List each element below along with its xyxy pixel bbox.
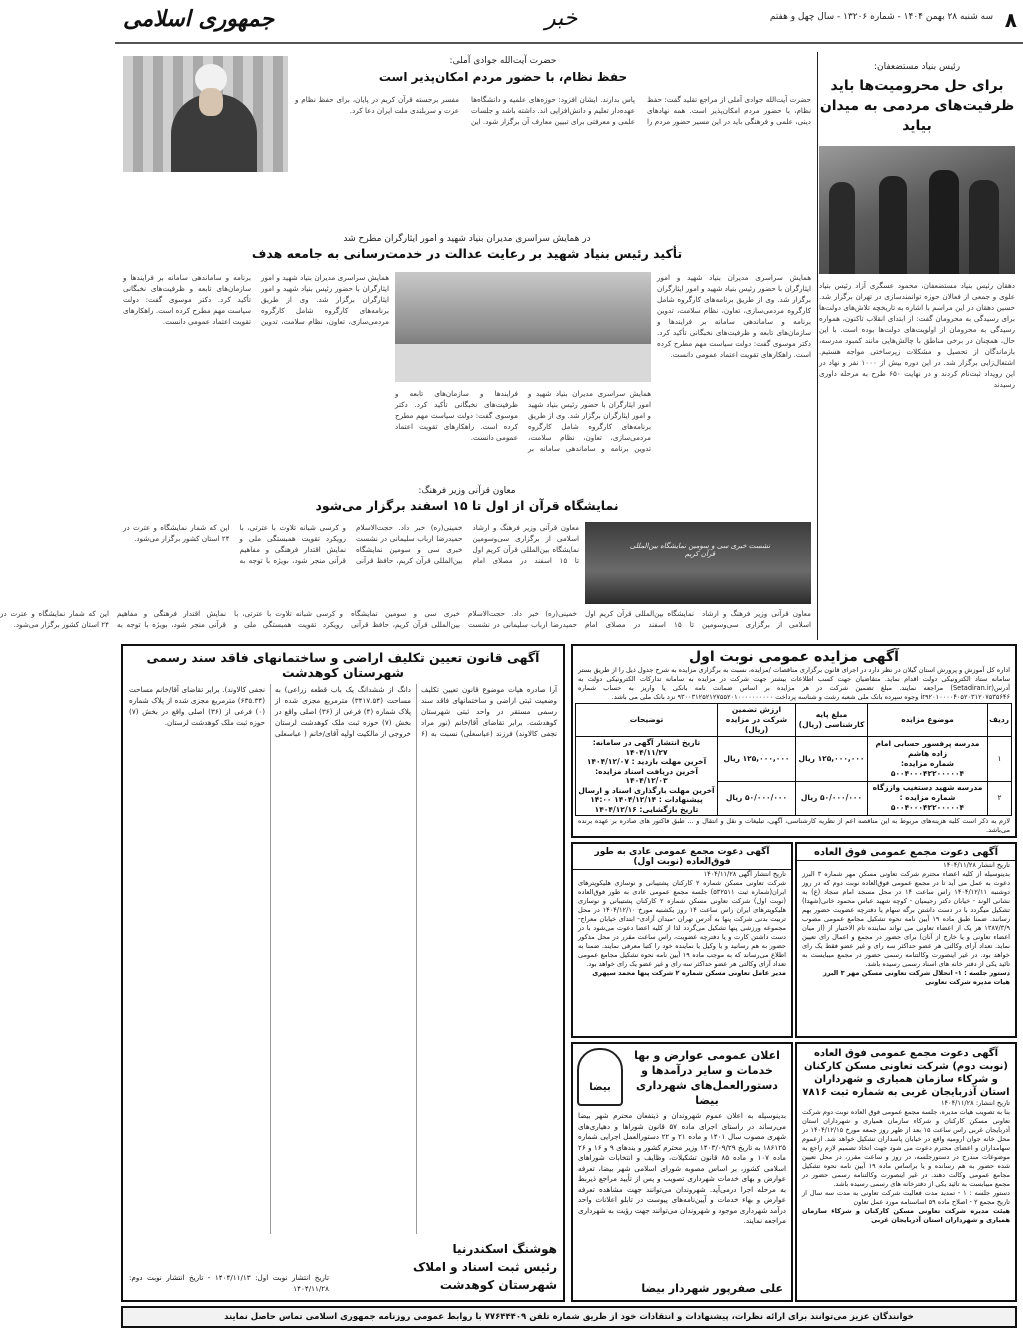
ad-footnote: لازم به ذکر است کلیه هزینه‌های مربوط به این مناقصه اعم از نظریه کارشناسی، آگهی، تبلیغات و نقل و انتقال و ... طبق فاکتور های صادره بر عهده برنده می‌باشد. [578,817,1010,834]
ad-agenda: دستور جلسه : ۱- انحلال شرکت تعاونی مسکن مهر ۳ البرز [822,969,1010,977]
ad-intro: اداره کل آموزش و پرورش استان گیلان در نظر دارد در اجرای قانون برگزاری مناقصات /مزایده، نسبت به برگزاری مزایده به شرح جدول ذیل را از طریق بستر سامانه ستاد الکترونیکی دولت اقدام نماید. متقاضیان جهت کسب اطلاعات بیشتر جهت شرکت در مزایده به سامانه تدارکات الکترونیکی دولت به آدرس(Setadiran.ir) مراجعه نمایند. مبلغ تضمین شرکت در هر مزایده بر اساس ضمانت نامه بانکی یا واریز به حساب شماره ir۹۲۰۱۰۰۰۰۴۰۵۲۰۳۱۲۰۷۵۳۵۶۴۶ وجوه سپرده بانک ملی شعبه رشت و شناسه پرداخت ۹۳۰۰۳۱۲۵۲۱۲۷۵۵۲۰۱۰۰۰۰۰۰۰۰۰۰ نزد بانک ملی می باشد. [578,666,1010,701]
bayza-logo-text: بیضا [589,1082,611,1093]
story-javadi-amoli [123,50,811,230]
table-row [576,737,1012,782]
story-kicker: معاون قرآنی وزیر فرهنگ: [418,486,516,496]
story-body: دهقان رئیس بنیاد مستضعفان، محمود عسگری آزاد رئیس بنیاد علوی و جمعی از فعالان حوزه توانمندسازی در تهران برگزار شد. حسین دهقان در این مراسم با اشاره به تاریخچه تلاش‌های دولت‌ها برای رسیدگی به محرومان گفت: از ابتدای انقلاب تاکنون، همواره رسیدگی به محرومان از اولویت‌های دولت‌ها بوده است. با این حال، همچنان در برخی مناطق با چالش‌هایی مانند کمبود مدرسه، بازماندگان از تحصیل و مشکلات زیرساختی مواجه هستیم. اشتغال‌زایی برگزار شد. در این دوره بیش از ۱۰۰۰ نفر و نهاد در این رویداد ثبت‌نام کردند و در نهایت ۶۵۰ طرح به مرحله داوری رسیدند [819,281,1016,389]
photo-banner: نشست خبری سی و سومین نمایشگاه بین‌المللی قرآن کریم [629,542,771,558]
row-notes [576,737,718,816]
ad-meeting-azarbaijan [795,1042,1017,1302]
ad-meeting-helicopter [571,842,793,1038]
note: پیشنهادات : ۱۴۰۴/۱۲/۱۴ ۱۴:۰۰ [590,795,703,804]
ad-body: بدینوسیله از کلیه اعضاء محترم شرکت تعاونی مسکن مهر شماره ۳ البرز دعوت به عمل می آید تا در مجمع عمومی فوق‌العاده نوبت دوم که در روز دوشنبه ۱۴۰۴/۱۲/۱۱ راس ساعت ۱۴ در محل مسجد امام سجاد (ع) به نشانی الوند - خیابان دکتر رحیمیان - کوچه شهید عباس محمود خانی(شهدا) تشکیل میگردد با در دست داشتن برگه سهام یا دفترچه عضویت حضور بهم رسانند. ضمنا طبق ماده ۱۹ آیین نامه نحوه تشکیل مجامع عمومی مصوب ۱۳۸۷/۳/۹ هر یک از اعضاء تعاونی می تواند نماینده تام الاختیار از (از میان اعضاء تعاونی و یا خارج از آنان) برای حضور در مجمع و اعمال رای تعیین نماید. تعداد آرای وکالتی هر عضو حداکثر سه رای و غیر عضو فقط یک رای خواهد بود. در غیر اینصورت وکالتنامه رسمی حضور در مجمع میبایست به تائید یکی از دفتر خانه های اسناد رسمی رسیده باشد. [802,870,1011,968]
story-body-continued: همایش سراسری مدیران بنیاد شهید و امور ایثارگران با حضور رئیس بنیاد شهید و امور ایثارگران برگزار شد. وی از طریق برنامه‌های کارگروه شامل کارگروه مردمی‌سازی، تعاون، نظام سلامت، تدوین برنامه و ساماندهی سامانه بر فرایندها و سازمان‌های تابعه و ظرفیت‌های نخبگانی تأکید کرد. دکتر موسوی گفت: دولت سیاست مهم مطرح کرده است. راهکارهای تقویت اعتماد عمومی دانست. [657,273,811,359]
signature-title: رئیس ثبت اسناد و املاک [413,1260,557,1274]
ad-meeting-alborz [795,842,1017,1038]
row-deposit: ۱۲۵,۰۰۰,۰۰۰ ریال [718,737,796,782]
row-base: ۵۰/۰۰۰/۰۰۰ ریال [796,781,868,815]
story-bonyad-shahid [123,232,811,482]
story-kicker: رئیس بنیاد مستضعفان: [873,62,961,72]
signature-name: هوشنگ اسکندرنیا [452,1242,557,1256]
section-title: خبر [545,6,578,31]
story-headline[interactable]: تأکید رئیس بنیاد شهید بر رعایت عدالت در خدمت‌رسانی به جامعه هدف [251,246,683,261]
ad-title[interactable]: آگهی دعوت مجمع عمومی فوق العاده (نوبت دوم) شرکت تعاونی مسکن کارکنان و شرکاء سازمان همیاری و شهرداران استان آذربایجان غربی به شماره ثبت ۷۸۱۶ [802,1048,1010,1098]
ad-body: آرا صادره هیات موضوع قانون تعیین تکلیف وضعیت ثبتی اراضی و ساختمانهای فاقد سند رسمی مستقر در واحد ثبتی شهرستان کوهدشت. برابر تقاضای آقا/خانم (نور مراد نجفی کالاوند) فرزند (عباسعلی) نسبت به (۶ دانگ از ششدانگ یک باب قطعه زراعی) به مساحت (۳۴۱۷.۵۴) مترمربع مجزی شده از پلاک شماره (۴) فرعی از (۳۶) اصلی واقع در بخش (۷) حوزه ثبت ملک کوهدشت لرستان خروجی از مالکیت اولیه آقای/خانم ( عباسعلی نجفی کالاوند). برابر تقاضای آقا/خانم مساحت (۶۳۵.۳۴) مترمربع مجزی شده از پلاک شماره (۰) فرعی از (۳۶) اصلی واقع در بخش (۷) حوزه ثبت ملک کوهدشت لرستان. [129,685,557,738]
ayatollah-photo [123,56,288,172]
story-body-continued: معاون قرآنی وزیر فرهنگ و ارشاد اسلامی از برگزاری سی‌وسومین نمایشگاه بین‌المللی قرآن کریم اول تا ۱۵ اسفند در مصلای امام خمینی(ره) خبر داد. حجت‌الاسلام حمیدرضا ارباب سلیمانی در نشست خبری سی و سومین نمایشگاه بین‌المللی قرآن کریم، حافظ قرآنی و کرسی شبانه تلاوت با عترتی، با رویکرد تقویت همبستگی ملی و نمایش اقتدار فرهنگی و مفاهیم قرآنی منجر شود، بویژه با توجه به این که شمار نمایشگاه و عترت در ۲۴ استان کشور برگزار می‌شود. [123,523,579,565]
ad-date: تاریخ انتشار نوبت اول: ۱۴۰۴/۱۱/۱۳ - تاریخ انتشار نوبت دوم: ۱۴۰۴/۱۱/۲۸ [129,1273,329,1293]
page-number: ۸ [1004,8,1017,32]
col-deposit: ارزش تضمین شرکت در مزایده (ریال) [718,704,796,737]
story-quran-exhibition [0,484,811,640]
story-headline[interactable]: برای حل محرومیت‌ها باید ظرفیت‌های مردمی به میدان بیاید [819,78,1015,134]
ad-date: تاریخ انتشار آگهی ۱۴۰۴/۱۱/۲۸ [703,870,786,878]
col-subject: موضوع مزایده [868,704,988,737]
note: آخرین دریافت اسناد مزایده: ۱۴۰۴/۱۲/۰۳ [595,766,698,785]
ad-body: بنا به تصویب هیات مدیره، جلسه مجمع عمومی فوق العاده نوبت دوم شرکت تعاونی مسکن کارکنان و شرکاء سازمان همیاری و شهرداران استان آذربایجان غربی راس ساعت ۱۵ بعد از ظهر روز جمعه مورخ ۱۴۰۴/۱۲/۱۵ در محل خانه جوان ارومیه واقع در خیابان پاسداران تشکیل خواهد شد. ازعموم سهامداران و اعضای محترم دعوت می شود جهت اتخاذ تصمیم لازم راجع به موضوعات مندرج در دستورجلسه، در روز و ساعت مقرر، در محل تعیین شده حضور به هم رسانده و یا براساس ماده ۱۹ آیین نامه نحوه تشکیل مجامع عمومی وکالت دهند. در غیر اینصورت وکالتنامه رسمی حضور در مجمع میبایست به تائید یکی از دفترخانه های رسمی رسیده باشد. [802,1108,1010,1188]
row-subject [868,737,988,782]
ad-title[interactable]: آگهی دعوت مجمع عمومی عادی به طور فوق‌العاده (نوبت اول) [573,847,791,870]
ad-signature [413,1240,557,1294]
footer-text[interactable]: خوانندگان عزیز می‌توانند برای ارائه نظرات، پیشنهادات و انتقادات خود از طریق شماره تلفن ۷۷۶۴۴۴۰۹ با روابط عمومی روزنامه جمهوری اسلامی تماس حاصل نمایند [224,1312,914,1322]
ad-signature: هیات مدیره شرکت تعاونی [925,978,1010,986]
story-headline[interactable]: حفظ نظام، با حضور مردم امکان‌پذیر است [378,70,628,84]
ad-land-registration [121,644,565,1302]
row-num: ۱ [988,737,1012,782]
auction-table [575,703,1012,816]
footer-contact-bar [121,1306,1017,1328]
ad-bayza-municipality [571,1042,793,1302]
row-num: ۲ [988,781,1012,815]
row-deposit: ۵۰/۰۰۰/۰۰۰ ریال [718,781,796,815]
story-body-lower: همایش سراسری مدیران بنیاد شهید و امور ایثارگران با حضور رئیس بنیاد شهید و امور ایثارگران برگزار شد. وی از طریق برنامه‌های کارگروه شامل کارگروه مردمی‌سازی، تعاون، نظام سلامت، تدوین برنامه و ساماندهی سامانه بر فرایندها و سازمان‌های تابعه و ظرفیت‌های نخبگانی تأکید کرد. دکتر موسوی گفت: دولت سیاست مهم مطرح کرده است. راهکارهای تقویت اعتماد عمومی دانست. [395,389,651,453]
row-base: ۱۲۵,۰۰۰,۰۰۰ ریال [796,737,868,782]
ad-title[interactable]: اعلان عمومی عوارض و بها خدمات و سایر درآمدها و دستورالعمل‌های شهرداری بیضا [634,1049,780,1107]
ad-auction [571,644,1017,838]
auction-code: شماره مزایده : ۵۰۰۴۰۰۰۴۲۲۰۰۰۰۰۴ [890,793,965,813]
dateline: سه شنبه ۲۸ بهمن ۱۴۰۴ - شماره ۱۳۲۰۶ - سال چهل و هفتم [769,12,993,22]
story-kicker: حضرت آیت‌الله جوادی آملی: [449,56,557,66]
col-row: ردیف [988,704,1012,737]
ad-signature: هیئت مدیره شرکت تعاونی مسکن کارکنان و شرکاء سازمان همیاری و شهرداران استان آذربایجان غربی [802,1207,1010,1224]
ad-signature: علی صفرپور شهردار بیضا [641,1282,783,1295]
note: آخرین مهلت بازدید : ۱۴۰۴/۱۲/۰۷ [586,757,707,766]
ad-date: تاریخ انتشار: ۱۴۰۴/۱۱/۲۸ [940,1099,1010,1107]
masthead [115,0,1023,44]
award-ceremony-photo [819,146,1015,274]
ad-body: بدینوسیله به اعلان عموم شهروندان و ذینفعان محترم شهر بیضا می‌رساند در راستای اجرای ماده ۵۷ قانون شوراها و دهیاری‌های شهری مصوب سال ۱۴۰۱ و ماده ۲۱ و ۲۲ دستورالعمل اجرایی شماره ۱۸۶۱۲۵ به تاریخ ۱۴۰۳/۰۹/۲۹ وزیر محترم کشور و بندهای ۹ و ۱۶ و ۲۶ ماده ۱۰۷ و ماده ۸۵ قانون تشکیلات، وظایف و انتخابات شوراهای اسلامی کشور، بر اساس مصوبه شورای اسلامی شهر بیضا، تعرفه عوارض و بهای خدمات شهرداری تصویب و پس از تأیید مراجع ذیربط به مرحله اجرا درمی‌آید. شهروندان می‌توانند جهت مشاهده تعرفه عوارض و بهاء خدمات و آیین‌نامه‌های پیوست در تابلو اعلانات واحد درآمد شهرداری موجود و شهروندان می‌توانند جهت رؤیت به شهرداری مراجعه نمایند. [578,1111,786,1225]
story-body: معاون قرآنی وزیر فرهنگ و ارشاد اسلامی از برگزاری سی‌وسومین نمایشگاه بین‌المللی قرآن کریم اول تا ۱۵ اسفند در مصلای امام خمینی(ره) خبر داد. حجت‌الاسلام حمیدرضا ارباب سلیمانی در نشست خبری سی و سومین نمایشگاه بین‌المللی قرآن کریم، حافظ قرآنی و کرسی شبانه تلاوت با عترتی، با رویکرد تقویت همبستگی ملی و نمایش اقتدار فرهنگی و مفاهیم قرآنی منجر شود، بویژه با توجه به این که شمار نمایشگاه و عترت در ۲۴ استان کشور برگزار می‌شود. [0,609,811,629]
ad-signature: مدیر عامل تعاونی مسکن شماره ۲ شرکت پنها محمد سپهری [592,969,786,977]
story-body: حضرت آیت‌الله جوادی آملی از مراجع تقلید گفت: حفظ نظام، با حضور مردم امکان‌پذیر است. همه نهادهای دینی، علمی و فرهنگی باید در این مسیر حضور مردم را پاس بدارند. ایشان افزود: حوزه‌های علمیه و دانشگاه‌ها عهده‌دار تعلیم و دانش‌افزایی اند. داشته باشد و جلسات علمی و معرفتی برای تبیین معارف آن برگزار شود. این مفسر برجسته قرآن کریم در پایان، برای حفظ نظام و عزت و سربلندی ملت ایران دعا کرد. [295,95,811,126]
conference-photo [395,272,651,382]
ad-title[interactable]: آگهی قانون تعیین تکلیف اراضی و ساختمانهای فاقد سند رسمی شهرستان کوهدشت [146,650,540,680]
story-mostazafan [819,50,1015,640]
ad-title[interactable]: آگهی دعوت مجمع عمومی فوق العاده [797,847,1015,861]
signature-office: شهرستان کوهدشت [439,1278,557,1292]
ad-body: شرکت تعاونی مسکن شماره ۲ کارکنان پشتیبانی و نوسازی هلیکوپترهای ایران(شماره ثبت ۵۳۲۵۱۱) جلسه مجمع عمومی عادی به طور فوق‌العاده (نوبت اول) شرکت تعاونی مسکن شماره ۲ کارکنان پشتیبانی و نوسازی هلیکوپترهای ایران راس ساعت ۱۴ روز یکشنبه مورخ ۱۴۰۴/۱۲/۱۰ در محل تربیت بدنی شرکت پنها به آدرس تهران -میدان آزادی- ابتدای خیابان معراج- مجموعه ورزشی پنها تشکیل می‌گردد لذا از کلیه اعضا دعوت می‌شود با در دست داشتن کارت و یا دفترچه عضویت، راس ساعت مقرر در محل مذکور حضور به هم رسانید و یا وکیل یا نماینده خود را کتبا معرفی نمایند. ضمنا به اطلاع می‌رساند که به موجب ماده ۱۹ آیین نامه نحوه تشکیل مجامع عمومی تعداد آرای وکالتی هر عضو حداکثر سه رای و غیر عضو یک رای خواهد بود. [578,879,786,968]
column-divider [817,52,818,640]
story-kicker: در همایش سراسری مدیران بنیاد شهید و امور ایثارگران مطرح شد [343,234,591,244]
auction-code: شماره مزایده: ۵۰۰۴۰۰۰۴۲۲۰۰۰۰۰۴ [890,758,965,778]
subject-text: مدرسه پرفسور حسابی امام زاده هاشم [875,738,980,758]
note: تاریخ بازگشایی: ۱۴۰۴/۱۲/۱۶ [594,804,699,814]
ad-agenda: دستور جلسه : ۱ - تمدید مدت فعالیت شرکت تعاونی به مدت سه سال از تاریخ مجمع ۲ - اصلاح ماده ۵۹ اساسنامه مورد عمل تعاون [802,1189,1010,1206]
press-conference-photo [585,522,811,604]
newspaper-logo[interactable]: جمهوری اسلامی [123,6,275,32]
story-body: همایش سراسری مدیران بنیاد شهید و امور ایثارگران با حضور رئیس بنیاد شهید و امور ایثارگران برگزار شد. وی از طریق برنامه‌های کارگروه شامل کارگروه مردمی‌سازی، تعاون، نظام سلامت، تدوین برنامه و ساماندهی سامانه بر فرایندها و سازمان‌های تابعه و ظرفیت‌های نخبگانی تأکید کرد. دکتر موسوی گفت: دولت سیاست مهم مطرح کرده است. راهکارهای تقویت اعتماد عمومی دانست. [123,273,389,326]
col-base: مبلغ پایه کارشناسی (ریال) [796,704,868,737]
ad-title[interactable]: آگهی مزایده عمومی نوبت اول [689,649,899,665]
story-headline[interactable]: نمایشگاه قرآن از اول تا ۱۵ اسفند برگزار می‌شود [315,498,619,513]
row-subject [868,781,988,815]
note: تاریخ انتشار آگهی در سامانه: ۱۴۰۴/۱۱/۲۷ [592,738,701,757]
col-notes: توضیحات [576,704,718,737]
note: آخرین مهلت بارگذاری اسناد و ارسال [578,785,715,795]
ad-date: تاریخ انتشار ۱۴۰۴/۱۱/۲۸ [943,861,1010,869]
bayza-logo [577,1048,623,1106]
subject-text: مدرسه شهید دستغیب واززگاه [872,783,983,793]
